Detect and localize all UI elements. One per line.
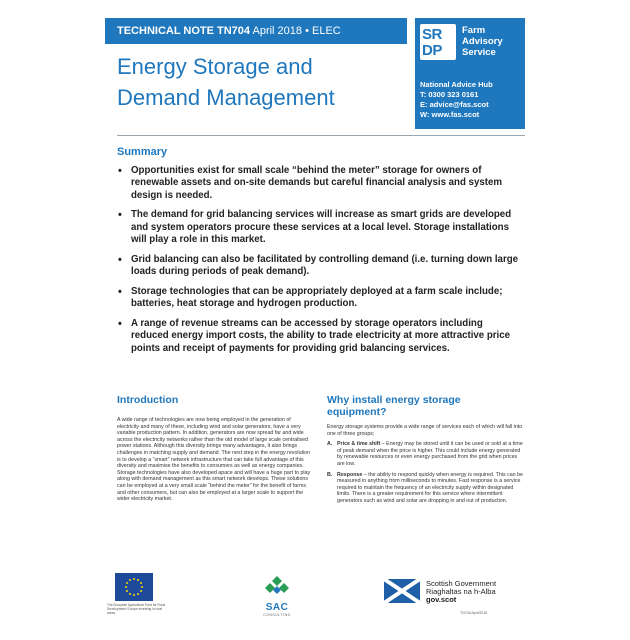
- service-group-item: [327, 472, 523, 505]
- service-groups-list: [327, 441, 523, 504]
- summary-heading: Summary: [117, 146, 168, 158]
- page-title: [117, 51, 407, 113]
- sac-mark-icon: [262, 575, 292, 597]
- scot-gov-text: [426, 580, 496, 605]
- summary-bullet: • Opportunities exist for small scale “behind the meter” storage for owners of renewable assets and on-site demands but careful financial analysis and system design is needed.: [117, 165, 523, 202]
- item-term: Price & time shift: [337, 441, 381, 448]
- saltire-flag-icon: [384, 579, 420, 603]
- title-line-2: Demand Management: [117, 85, 335, 110]
- introduction-section: [117, 394, 313, 503]
- contact-phone: T: 0300 323 0161: [420, 90, 479, 99]
- fas-name-line-2: Advisory: [462, 36, 503, 47]
- summary-bullet: • Storage technologies that can be appropriately deployed at a farm scale include; batteries, heat storage and hydrogen production.: [117, 286, 523, 311]
- note-label: TECHNICAL NOTE TN704: [117, 25, 251, 37]
- title-line-1: Energy Storage and: [117, 54, 313, 79]
- why-install-intro: Energy storage systems provide a wide range of services each of which will fall into one of three groups;: [327, 424, 523, 437]
- contact-web: W: www.fas.scot: [420, 110, 480, 119]
- summary-list: [117, 165, 523, 362]
- why-install-section: [327, 394, 523, 509]
- fas-name: [462, 25, 503, 58]
- scottish-government-logo: [384, 579, 524, 605]
- introduction-body: A wide range of technologies are now being employed in the generation of electricity and many of these, including wind and solar generators, have a very variable production pattern. In addition, generators are now spread far and wide across the electricity networks rather than the old model of large scale centralised power stations. Although this diversity brings many advantages, it also brings challenges in matching supply and demand. The next step in the energy revolution is to develop a “smart” network infrastructure that can take full advantage of this diversity and maximise the benefits to consumers as well as energy companies. Storage technologies have also developed apace and will have a huge part to play along with demand management as this smart network develops. These solutions can be employed at a very small scale “behind the meter” for the benefit of farms and other consumers, but can also be employed at a larger scale to support the wider electricity market.: [117, 417, 311, 503]
- eu-caption: The European Agricultural Fund for Rural Development: Europe investing in rural areas: [107, 603, 166, 615]
- contact-heading: National Advice Hub: [420, 80, 493, 89]
- item-letter: B.: [327, 471, 333, 478]
- item-term: Response: [337, 471, 363, 478]
- footer-logos: [105, 573, 525, 618]
- eu-flag-icon: [115, 573, 153, 601]
- sac-sub: CONSULTING: [263, 613, 291, 617]
- introduction-heading: Introduction: [117, 394, 179, 406]
- technical-note-bar: [105, 18, 407, 44]
- contact-details: [420, 80, 493, 120]
- scot-gov-line-2: Riaghaltas na h-Alba: [426, 587, 496, 597]
- contact-email: E: advice@fas.scot: [420, 100, 489, 109]
- note-meta: April 2018 • ELEC: [250, 25, 341, 37]
- fas-brand-panel: [415, 18, 525, 129]
- summary-bullet: • A range of revenue streams can be accessed by storage operators including reduced energy import costs, the ability to trade electricity at more attractive price points and receipt of payments for providing grid balancing services.: [117, 318, 523, 355]
- eu-stars-icon: [115, 573, 153, 601]
- service-group-item: [327, 441, 523, 467]
- divider: [117, 135, 525, 136]
- why-install-heading: Why install energy storage equipment?: [327, 394, 461, 418]
- summary-bullet: • Grid balancing can also be facilitated by controlling demand (i.e. turning down large loads during periods of peak demand).: [117, 254, 523, 279]
- logo-letters-top: SR: [422, 26, 442, 43]
- sac-name: SAC: [265, 602, 289, 613]
- document-page: [105, 18, 525, 618]
- item-text: – Energy may be stored until it can be used or sold at a time of peak demand when the price is higher. This could include energy generated by renewable resources or even energy purchased from the grid when prices are low.: [337, 441, 523, 467]
- sac-logo: [257, 575, 297, 617]
- srdp-logo-icon: [420, 24, 456, 60]
- item-text: – the ability to respond quickly when energy is required. This can be measured in anything from milliseconds to minutes. Fast response is a service required to maintain the frequency of an electricity supply within designated limits. There is a greater requirement for this service where intermittent generators such as wind and solar are dropping in and out of production.: [337, 471, 523, 504]
- logo-letters-bottom: DP: [422, 42, 442, 59]
- fas-name-line-3: Service: [462, 47, 496, 58]
- item-letter: A.: [327, 441, 333, 448]
- scot-gov-line-1: Scottish Government: [426, 579, 497, 588]
- scot-gov-line-3: gov.scot: [426, 595, 457, 605]
- fas-name-line-1: Farm: [462, 25, 486, 36]
- summary-bullet: • The demand for grid balancing services will increase as smart grids are developed and system operators procure these services at a local level. Storage installations will play a role in this market.: [117, 209, 523, 246]
- document-reference: TN704/April/2018: [460, 611, 488, 615]
